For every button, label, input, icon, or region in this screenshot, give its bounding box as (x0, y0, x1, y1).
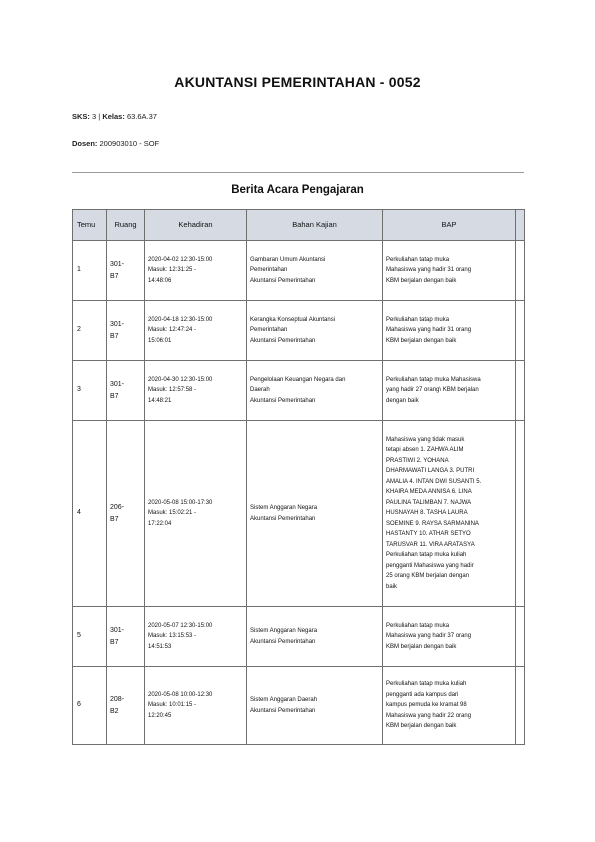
cell-bap-line: Perkuliahan tatap muka (386, 316, 450, 323)
cell-ruang (107, 667, 145, 745)
cell-ruang-line: B7 (110, 638, 119, 646)
cell-spacer (516, 241, 525, 301)
cell-ruang-line: B7 (110, 515, 119, 523)
cell-bahan-kajian-line: Sistem Anggaran Negara (250, 505, 318, 511)
cell-bap (383, 301, 516, 361)
cell-bahan-kajian-line: Akuntansi Pemerintahan (250, 638, 316, 645)
dosen-value: 200903010 - SOF (99, 139, 160, 148)
cell-bap-line: pengganti ada kampus dari (386, 691, 459, 698)
cell-temu: 6 (73, 667, 107, 745)
cell-bap-line: 25 orang KBM berjalan dengan (386, 573, 470, 580)
header-bap: BAP (383, 210, 516, 241)
cell-bahan-kajian-line: Pengelolaan Keuangan Negara dan (250, 376, 346, 383)
page-title: AKUNTANSI PEMERINTAHAN - 0052 (174, 74, 421, 90)
kelas-label: Kelas: (102, 112, 125, 121)
cell-bap-line: HASTANTY 10. ATHAR SETYO (386, 531, 471, 538)
cell-kehadiran-line: 2020-05-07 12:30-15:00 (148, 622, 213, 629)
cell-bap-line: tetapi absen 1. ZAHWA ALIM (386, 447, 464, 454)
cell-kehadiran (145, 607, 247, 667)
cell-bap-line: KBM berjalan dengan baik (386, 723, 457, 730)
cell-bap (383, 361, 516, 421)
table-row (73, 241, 525, 301)
cell-kehadiran-line: 2020-05-08 15:00-17:30 (148, 499, 213, 506)
sks-label: SKS: (72, 112, 90, 121)
cell-bahan-kajian-line: Sistem Anggaran Negara (250, 628, 318, 634)
course-meta-dosen (72, 139, 159, 148)
cell-ruang (107, 241, 145, 301)
cell-kehadiran-line: 14:51:53 (148, 643, 172, 650)
cell-kehadiran-line: Masuk: 15:02:21 - (148, 510, 197, 517)
cell-bap-line: Mahasiswa yang tidak masuk (386, 436, 465, 443)
cell-ruang (107, 607, 145, 667)
cell-ruang-line: B2 (110, 707, 119, 715)
cell-spacer (516, 421, 525, 607)
cell-bap-line: Mahasiswa yang hadir 31 orang (386, 327, 472, 334)
cell-kehadiran-line: Masuk: 12:57:58 - (148, 387, 197, 394)
header-temu: Temu (73, 210, 107, 241)
header-spacer (516, 210, 525, 241)
cell-bap-line: Perkuliahan tatap muka kuliah (386, 552, 467, 559)
cell-kehadiran-line: 2020-04-18 12:30-15:00 (148, 316, 213, 323)
cell-bap (383, 607, 516, 667)
cell-bap-line: yang hadir 27 orang\ KBM berjalan (386, 387, 479, 394)
cell-ruang-line: 301- (110, 260, 125, 268)
dosen-label: Dosen: (72, 139, 98, 148)
cell-bap-line: KHAIRA MEDA ANNISA 6. LINA (386, 489, 472, 496)
table-body (73, 241, 525, 745)
header-bahan-kajian: Bahan Kajian (247, 210, 383, 241)
cell-kehadiran-line: 12:20:45 (148, 712, 172, 719)
cell-temu: 2 (73, 301, 107, 361)
cell-bahan-kajian-line: Akuntansi Pemerintahan (250, 397, 316, 404)
cell-bap (383, 421, 516, 607)
cell-kehadiran-line: Masuk: 12:47:24 - (148, 327, 197, 334)
section-divider (72, 172, 524, 173)
sks-value: 3 (92, 112, 97, 121)
cell-temu: 3 (73, 361, 107, 421)
cell-ruang-line: 301- (110, 320, 125, 328)
cell-kehadiran-line: Masuk: 12:31:25 - (148, 267, 197, 274)
cell-kehadiran-line: 2020-04-02 12:30-15:00 (148, 256, 213, 263)
cell-bap (383, 241, 516, 301)
cell-bap-line: HUSNAYAH 8. TASHA LAURA (386, 510, 468, 517)
cell-kehadiran-line: Masuk: 13:15:53 - (148, 633, 197, 640)
cell-temu: 1 (73, 241, 107, 301)
cell-bahan-kajian-line: Pemerintahan (250, 267, 288, 274)
cell-kehadiran-line: 17:22:04 (148, 520, 172, 527)
teaching-record-table (72, 209, 525, 745)
cell-bap-line: Perkuliahan tatap muka kuliah (386, 681, 467, 688)
table-row (73, 607, 525, 667)
kelas-value: 63.6A.37 (126, 112, 157, 121)
cell-bahan-kajian-line: Daerah (250, 387, 270, 394)
cell-bahan-kajian-line: Akuntansi Pemerintahan (250, 515, 316, 522)
meta-separator: | (98, 112, 101, 121)
cell-bap-line: Perkuliahan tatap muka (386, 256, 450, 263)
cell-spacer (516, 667, 525, 745)
cell-ruang-line: 208- (110, 695, 125, 703)
cell-bap-line: Mahasiswa yang hadir 31 orang (386, 267, 472, 274)
cell-bap-line: KBM berjalan dengan baik (386, 643, 457, 650)
cell-bahan-kajian-line: Akuntansi Pemerintahan (250, 707, 316, 714)
cell-bap-line: TARUSVAR 11. VIRA ARATASYA (386, 541, 475, 548)
cell-bahan-kajian (247, 241, 383, 301)
cell-ruang-line: 301- (110, 626, 125, 634)
table-row (73, 301, 525, 361)
cell-spacer (516, 301, 525, 361)
cell-bap-line: Mahasiswa yang hadir 37 orang (386, 633, 472, 640)
cell-spacer (516, 607, 525, 667)
cell-kehadiran-line: Masuk: 10:01:15 - (148, 702, 197, 709)
cell-bap-line: Perkuliahan tatap muka (386, 622, 450, 629)
cell-bahan-kajian-line: Kerangka Konseptual Akuntansi (250, 316, 336, 323)
cell-bap-line: pengganti Mahasiswa yang hadir (386, 562, 474, 569)
cell-spacer (516, 361, 525, 421)
cell-bahan-kajian (247, 667, 383, 745)
course-meta-sks-kelas (72, 112, 157, 121)
cell-ruang (107, 301, 145, 361)
cell-temu: 5 (73, 607, 107, 667)
cell-kehadiran (145, 361, 247, 421)
cell-bap-line: DHARMAWATI LANGA 3. PUTRI (386, 468, 475, 475)
cell-bap-line: SOEMINE 9. RAYSA SARMANINA (386, 520, 479, 527)
cell-bahan-kajian (247, 607, 383, 667)
cell-bap-line: kampus pemuda ke kramat 98 (386, 702, 467, 709)
cell-kehadiran (145, 421, 247, 607)
cell-bap-line: Mahasiswa yang hadir 22 orang (386, 712, 472, 719)
cell-bap-line: AMALIA 4. INTAN DWI SUSANTI 5. (386, 478, 482, 485)
cell-ruang-line: B7 (110, 392, 119, 400)
header-kehadiran: Kehadiran (145, 210, 247, 241)
cell-kehadiran (145, 241, 247, 301)
cell-bahan-kajian (247, 361, 383, 421)
section-title: Berita Acara Pengajaran (231, 184, 364, 196)
cell-bap (383, 667, 516, 745)
cell-bap-line: KBM berjalan dengan baik (386, 277, 457, 284)
cell-ruang (107, 361, 145, 421)
cell-bahan-kajian (247, 421, 383, 607)
cell-bap-line: PAULINA TALIMBAN 7. NAJWA (386, 499, 472, 506)
cell-kehadiran (145, 301, 247, 361)
cell-kehadiran-line: 2020-05-08 10:00-12:30 (148, 691, 213, 698)
cell-bap-line: PRASTIWI 2. YOHANA (386, 457, 449, 464)
cell-bap-line: dengan baik (386, 397, 419, 404)
cell-temu: 4 (73, 421, 107, 607)
cell-kehadiran-line: 2020-04-30 12:30-15:00 (148, 376, 213, 383)
cell-bahan-kajian-line: Akuntansi Pemerintahan (250, 277, 316, 284)
cell-ruang-line: 206- (110, 503, 125, 511)
cell-bahan-kajian-line: Gambaran Umum Akuntansi (250, 256, 326, 263)
cell-ruang (107, 421, 145, 607)
cell-ruang-line: 301- (110, 380, 125, 388)
cell-bahan-kajian-line: Akuntansi Pemerintahan (250, 337, 316, 344)
cell-bahan-kajian (247, 301, 383, 361)
cell-bap-line: KBM berjalan dengan baik (386, 337, 457, 344)
table-row (73, 667, 525, 745)
cell-bap-line: baik (386, 583, 398, 590)
cell-kehadiran (145, 667, 247, 745)
table-row (73, 361, 525, 421)
header-ruang: Ruang (107, 210, 145, 241)
cell-bahan-kajian-line: Sistem Anggaran Daerah (250, 697, 318, 703)
cell-kehadiran-line: 15:06:01 (148, 337, 172, 344)
cell-bap-line: Perkuliahan tatap muka Mahasiswa (386, 376, 481, 383)
table-header-row (73, 210, 525, 241)
cell-ruang-line: B7 (110, 332, 119, 340)
cell-bahan-kajian-line: Pemerintahan (250, 327, 288, 334)
cell-kehadiran-line: 14:48:06 (148, 277, 172, 284)
cell-ruang-line: B7 (110, 272, 119, 280)
table-row (73, 421, 525, 607)
cell-kehadiran-line: 14:48:21 (148, 397, 172, 404)
